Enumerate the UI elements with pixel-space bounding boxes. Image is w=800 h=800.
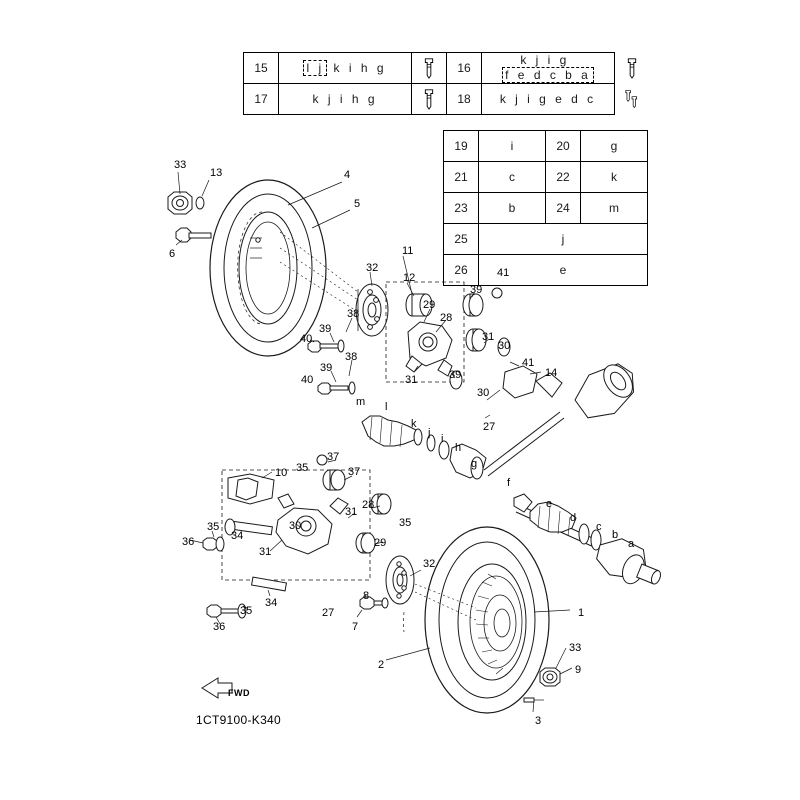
callout-11: 11 (402, 245, 414, 257)
legend-bolt-icon-16-cell (615, 53, 650, 84)
callout-40: 40 (300, 333, 313, 345)
callout-1: 1 (578, 607, 585, 619)
legend-row (244, 84, 650, 115)
callout-35: 35 (240, 605, 253, 617)
callout-41: 41 (522, 357, 535, 369)
callout-30: 30 (289, 520, 302, 532)
callout-9: 9 (575, 664, 582, 676)
bolt-icon (625, 57, 639, 79)
callout-j: j (428, 427, 431, 439)
callout-35: 35 (207, 521, 220, 533)
callout-b: b (612, 529, 619, 541)
callout-m: m (356, 396, 366, 408)
legend-value-18: k j i g e d c (482, 84, 615, 115)
legend-number-22: 22 (546, 162, 581, 193)
callout-32: 32 (423, 558, 436, 570)
callout-33: 33 (174, 159, 187, 171)
legend-bolt-icon-18-cell (615, 84, 650, 115)
callout-39: 39 (470, 284, 483, 296)
legend-number-15: 15 (244, 53, 279, 84)
callout-38: 38 (345, 351, 358, 363)
legend-value-16: k j i g f e d c b a (482, 53, 615, 84)
legend-row (444, 255, 648, 286)
callout-31: 31 (259, 546, 272, 558)
legend-value-19: i (479, 131, 546, 162)
legend-number-23: 23 (444, 193, 479, 224)
legend-value-17: k j i h g (279, 84, 412, 115)
callout-2: 2 (378, 659, 385, 671)
callout-41: 41 (497, 267, 510, 279)
legend-value-22: k (581, 162, 648, 193)
callout-27: 27 (483, 421, 496, 433)
callout-28: 28 (440, 312, 453, 324)
legend-value-21: c (479, 162, 546, 193)
legend-row (444, 193, 648, 224)
fwd-arrow-label: FWD (228, 688, 250, 698)
legend-number-16: 16 (447, 53, 482, 84)
callout-l: l (385, 401, 388, 413)
callout-a: a (628, 538, 635, 550)
callout-35: 35 (399, 517, 412, 529)
legend-number-20: 20 (546, 131, 581, 162)
callout-10: 10 (275, 467, 288, 479)
legend-row (244, 53, 650, 84)
callout-40: 40 (301, 374, 314, 386)
callout-30: 30 (477, 387, 490, 399)
legend-table-bottom (443, 130, 648, 286)
callout-32: 32 (366, 262, 379, 274)
callout-e: e (546, 498, 553, 510)
callout-14: 14 (545, 367, 558, 379)
callout-31: 31 (345, 506, 358, 518)
callout-33: 33 (569, 642, 582, 654)
legend-bolt-icon-17-cell (412, 84, 447, 115)
callout-28: 28 (362, 499, 375, 511)
legend-bolt-icon-15-cell (412, 53, 447, 84)
callout-29: 29 (423, 299, 436, 311)
legend-number-18: 18 (447, 84, 482, 115)
callout-8: 8 (363, 590, 370, 602)
callout-g: g (471, 458, 478, 470)
callout-38: 38 (347, 308, 360, 320)
legend-value-20: g (581, 131, 648, 162)
legend-dashed-group-16: f e d c b a (502, 67, 594, 83)
legend-table-top (243, 52, 650, 115)
legend-value-15: l j k i h g (279, 53, 412, 84)
bolt-icon (625, 88, 639, 110)
legend-row (444, 162, 648, 193)
callout-31: 31 (482, 331, 495, 343)
legend-number-25: 25 (444, 224, 479, 255)
callout-7: 7 (352, 621, 359, 633)
callout-f: f (507, 477, 511, 489)
legend-number-26: 26 (444, 255, 479, 286)
callout-34: 34 (231, 530, 244, 542)
callout-d: d (570, 512, 577, 524)
callout-39: 39 (319, 323, 332, 335)
bolt-icon (422, 88, 436, 110)
callout-i: i (441, 433, 444, 445)
legend-number-17: 17 (244, 84, 279, 115)
callout-12: 12 (403, 272, 416, 284)
legend-number-21: 21 (444, 162, 479, 193)
callout-31: 31 (405, 374, 418, 386)
legend-number-19: 19 (444, 131, 479, 162)
callout-36: 36 (213, 621, 226, 633)
legend-number-24: 24 (546, 193, 581, 224)
legend-row (444, 224, 648, 255)
callout-27: 27 (322, 607, 335, 619)
callout-34: 34 (265, 597, 278, 609)
callout-h: h (455, 442, 462, 454)
callout-29: 29 (374, 537, 387, 549)
part-number-code: 1CT9100-K340 (196, 713, 281, 727)
callout-k: k (411, 418, 417, 430)
callout-37: 37 (348, 466, 361, 478)
legend-value-25: j (479, 224, 648, 255)
callout-39: 39 (449, 369, 462, 381)
legend-row (444, 131, 648, 162)
callout-c: c (596, 521, 602, 533)
callout-13: 13 (210, 167, 223, 179)
callout-35: 35 (296, 462, 309, 474)
callout-30: 30 (498, 340, 511, 352)
callout-3: 3 (535, 715, 542, 727)
legend-dashed-group-15: l j (303, 60, 327, 76)
legend-value-26: e (479, 255, 648, 286)
legend-value-23: b (479, 193, 546, 224)
callout-6: 6 (169, 248, 176, 260)
callout-5: 5 (354, 198, 361, 210)
callout-36: 36 (182, 536, 195, 548)
callout-37: 37 (327, 451, 340, 463)
callout-39: 39 (320, 362, 333, 374)
legend-value-24: m (581, 193, 648, 224)
callout-4: 4 (344, 169, 351, 181)
bolt-icon (422, 57, 436, 79)
